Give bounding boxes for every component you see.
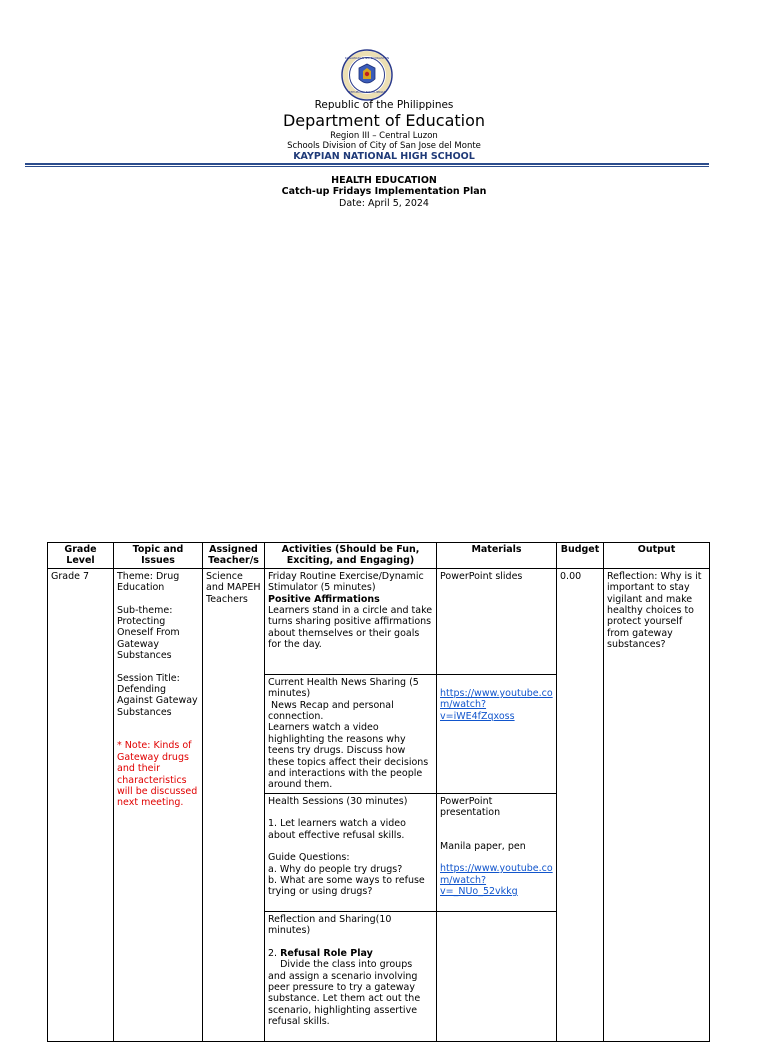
svg-text:REPUBLIKA NG PILIPINAS: REPUBLIKA NG PILIPINAS xyxy=(348,90,386,94)
guide-question: b. What are some ways to refuse trying or using drugs? xyxy=(268,874,425,898)
material-item: PowerPoint presentation xyxy=(440,795,501,819)
cell-activity-3 xyxy=(265,793,437,911)
cell-grade-level: Grade 7 xyxy=(48,568,114,1041)
table-row xyxy=(48,568,710,674)
cell-activity-2 xyxy=(265,674,437,793)
topic-session-title: Session Title: Defending Against Gateway Substances xyxy=(117,672,198,718)
activity-heading: Reflection and Sharing(10 minutes) xyxy=(268,913,392,937)
plan-date: Date: April 5, 2024 xyxy=(339,198,429,209)
cell-activity-4 xyxy=(265,911,437,1041)
activity-step: 1. Let learners watch a video about effective refusal skills. xyxy=(268,818,406,841)
header-topic: Topic and Issues xyxy=(114,543,203,569)
cell-output: Reflection: Why is it important to stay vigilant and make healthy choices to protect yourself from gateway substances? xyxy=(604,568,710,1041)
header-materials: Materials xyxy=(437,543,557,569)
header-output: Output xyxy=(604,543,710,569)
header-budget: Budget xyxy=(557,543,604,569)
subject-title: HEALTH EDUCATION xyxy=(331,175,437,186)
plan-title: Catch-up Fridays Implementation Plan xyxy=(281,186,487,197)
activity-heading: Health Sessions (30 minutes) xyxy=(268,795,408,807)
youtube-link-refusal[interactable]: https://www.youtube.com/watch?v=_NUo_52vkkg xyxy=(440,863,553,897)
topic-theme: Theme: Drug Education xyxy=(117,570,180,594)
topic-note: * Note: Kinds of Gateway drugs and their characteristics will be discussed next meeting. xyxy=(117,740,198,809)
activity-description: Divide the class into groups and assign a scenario involving peer pressure to try a gateway substance. Let them act out the scenario, highlighting assertive refusal skills. xyxy=(268,959,424,1028)
guide-questions-label: Guide Questions: xyxy=(268,852,350,864)
cell-topic xyxy=(114,568,203,1041)
republic-line: Republic of the Philippines xyxy=(314,99,454,111)
cell-teacher: Science and MAPEH Teachers xyxy=(203,568,265,1041)
guide-question: a. Why do people try drugs? xyxy=(268,863,403,875)
topic-subtheme: Sub-theme: Protecting Oneself From Gateway Substances xyxy=(117,604,180,662)
material-item: Manila paper, pen xyxy=(440,840,526,852)
department-title: Department of Education xyxy=(282,111,486,130)
activity-description: Learners stand in a circle and take turns sharing positive affirmations about themselves or their goals for the day. xyxy=(268,605,433,651)
header-teacher: Assigned Teacher/s xyxy=(203,543,265,569)
school-name: KAYPIAN NATIONAL HIGH SCHOOL xyxy=(293,151,475,162)
activity-heading: Current Health News Sharing (5 minutes) xyxy=(268,676,419,700)
activity-heading: Friday Routine Exercise/Dynamic Stimulator (5 minutes) xyxy=(268,570,424,594)
cell-activity-1 xyxy=(265,568,437,674)
activity-number: 2. xyxy=(268,947,281,959)
cell-material-2 xyxy=(437,674,557,793)
header-grade-level: Grade Level xyxy=(48,543,114,569)
implementation-plan-table xyxy=(47,542,710,1042)
division-line: Schools Division of City of San Jose del Monte xyxy=(287,141,481,151)
header-divider xyxy=(25,163,709,165)
youtube-link-news[interactable]: https://www.youtube.com/watch?v=iWE4fZqxoss xyxy=(440,687,553,722)
header-activities: Activities (Should be Fun, Exciting, and Engaging) xyxy=(265,543,437,569)
activity-bold-title: Refusal Role Play xyxy=(280,947,373,959)
deped-seal-logo xyxy=(341,49,393,101)
header-divider-thin xyxy=(25,166,709,167)
table-header-row xyxy=(48,543,710,569)
activity-description: Learners watch a video highlighting the reasons why teens try drugs. Discuss how these topics affect their decisions and interactions with the people around them. xyxy=(268,722,429,791)
cell-material-1: PowerPoint slides xyxy=(437,568,557,674)
activity-subtitle: News Recap and personal connection. xyxy=(268,699,397,723)
activity-bold-title: Positive Affirmations xyxy=(268,593,380,605)
region-line: Region III – Central Luzon xyxy=(330,131,438,141)
cell-material-4 xyxy=(437,911,557,1041)
cell-budget: 0.00 xyxy=(557,568,604,1041)
cell-material-3 xyxy=(437,793,557,911)
svg-text:KAGAWARAN NG EDUKASYON: KAGAWARAN NG EDUKASYON xyxy=(344,56,390,60)
